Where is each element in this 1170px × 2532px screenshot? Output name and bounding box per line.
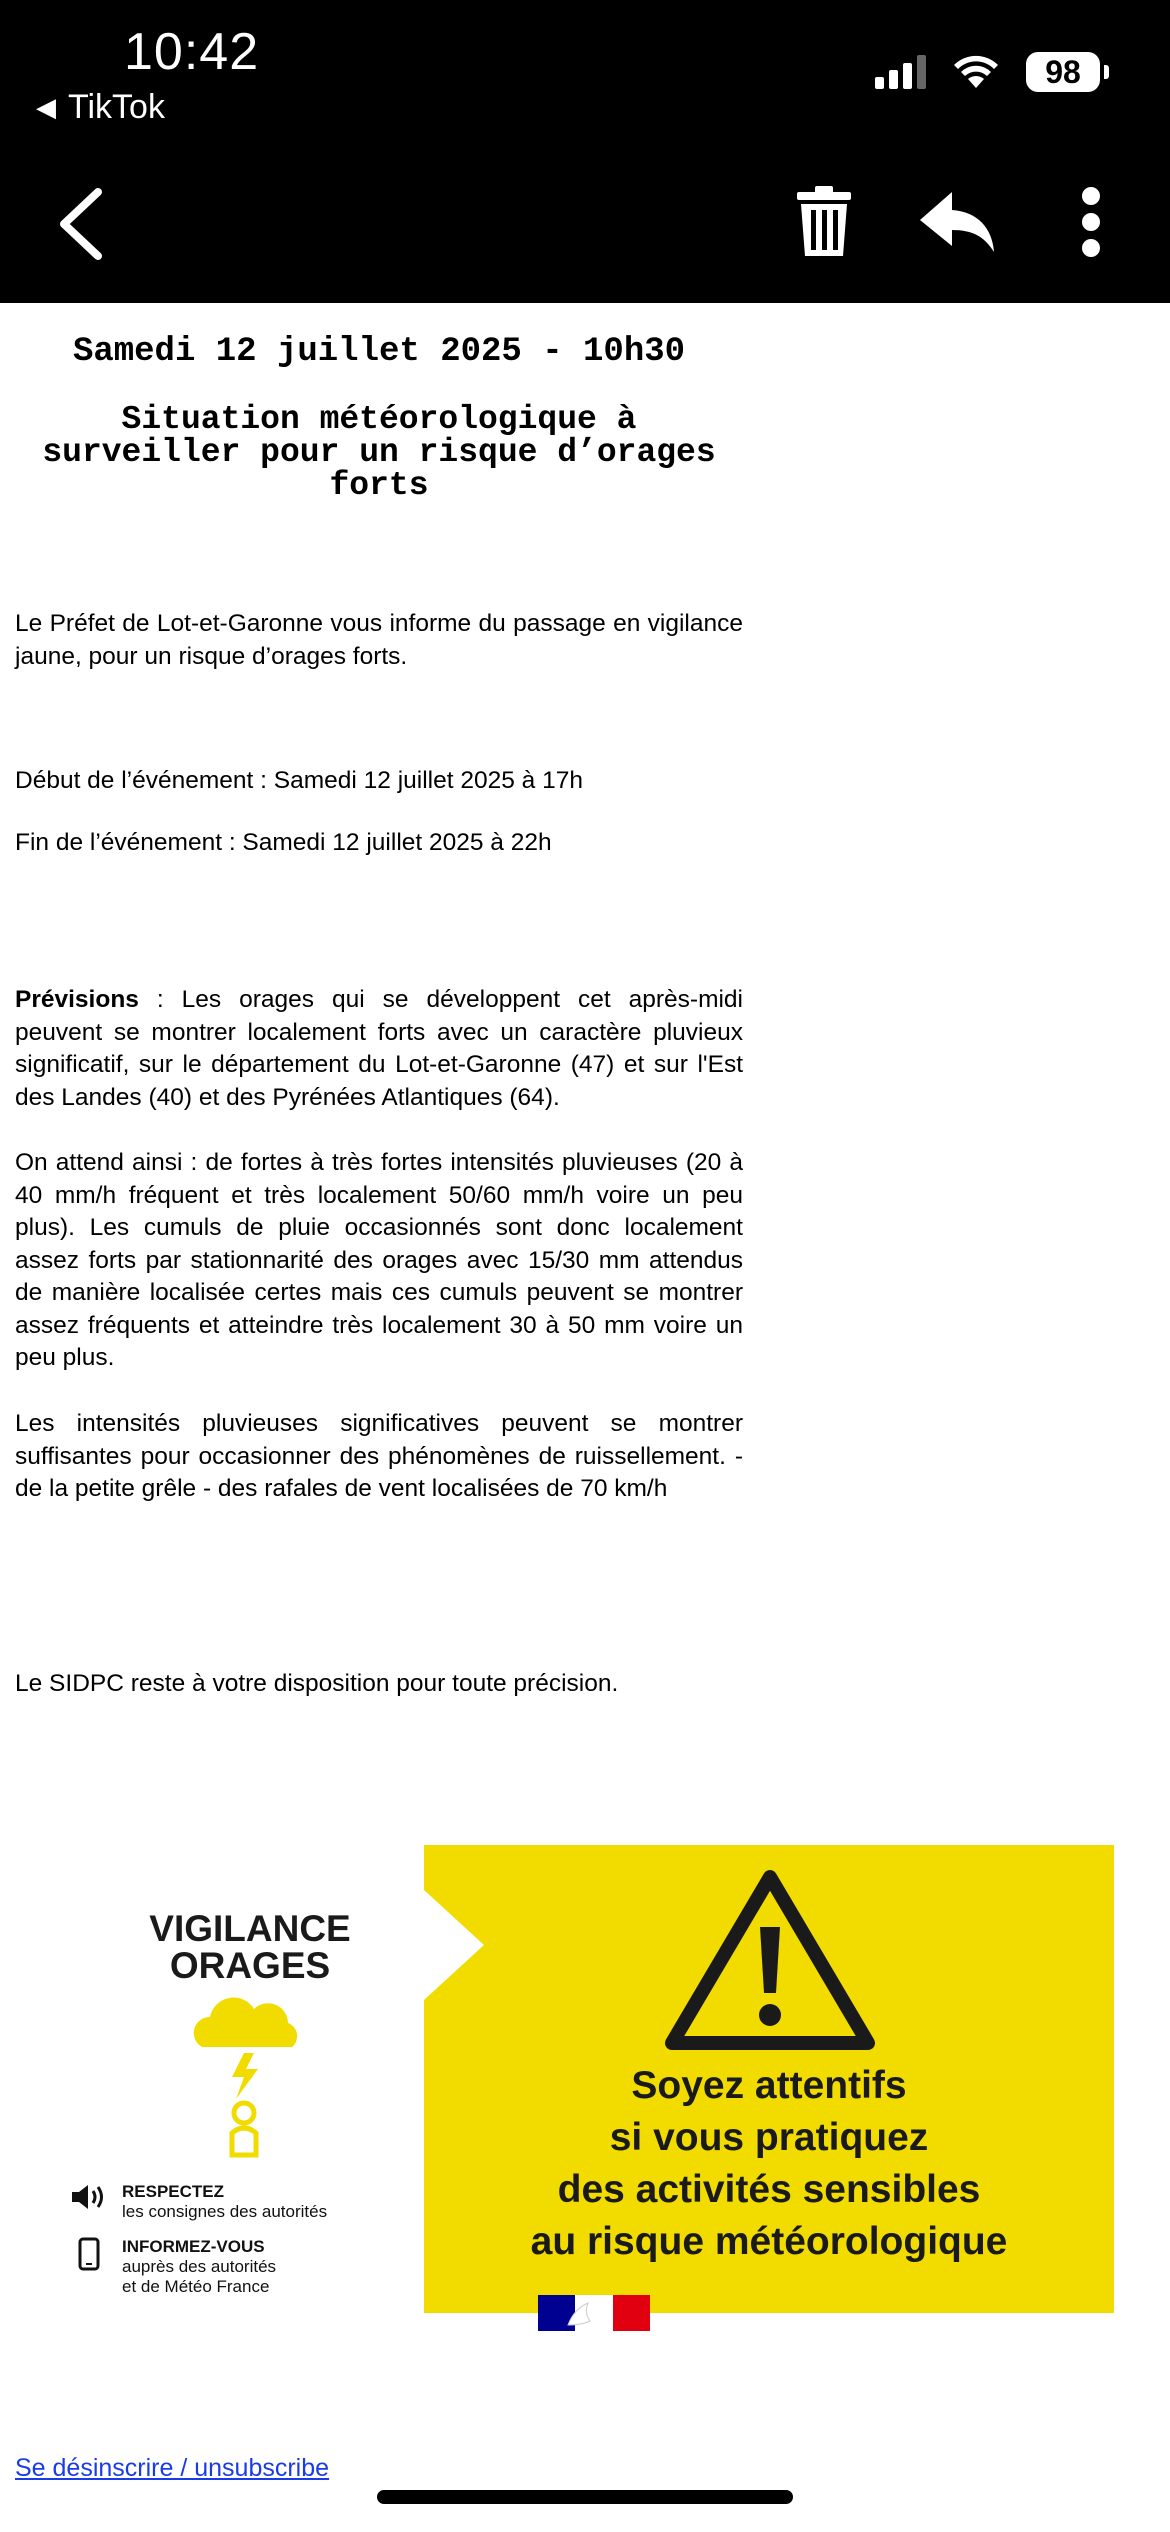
phone-icon xyxy=(70,2237,108,2271)
status-time: 10:42 xyxy=(124,23,260,81)
expectation-paragraph: On attend ainsi : de fortes à très fortes intensités pluvieuses (20 à 40 mm/h fréquent et très localement 50/60 mm/h voire un peu plus). Les cumuls de pluie occasionnés sont donc localement assez forts par stationnarité des orages avec 15/30 mm attendus de manière localisée certes mais ces cumuls peuvent se montrer assez fréquents et atteindre très localement 30 à 50 mm voire un peu plus. xyxy=(15,1149,743,1371)
speaker-icon xyxy=(70,2182,108,2212)
vigilance-left-panel xyxy=(40,1845,415,2330)
inform-instruction xyxy=(70,2237,276,2297)
event-start: Début de l’événement : Samedi 12 juillet 2025 à 17h xyxy=(15,767,583,794)
inform-title: INFORMEZ-VOUS xyxy=(122,2237,265,2256)
vigilance-banner-image xyxy=(40,1845,1115,2330)
inform-sub-1: auprès des autorités xyxy=(122,2257,277,2276)
unsubscribe-link[interactable]: Se désinscrire / unsubscribe xyxy=(15,2454,330,2482)
forecast-text: : Les orages qui se développent cet après-midi peuvent se montrer localement forts avec un caractère pluvieux significatif, sur le département du Lot-et-Garonne (47) et sur l'Est des Landes (40) et des Pyrénées Atlantiques (64). xyxy=(15,986,743,1111)
reply-icon xyxy=(918,186,998,258)
warning-triangle-icon xyxy=(660,1865,880,2055)
status-icons xyxy=(875,52,1100,92)
back-to-app-button[interactable] xyxy=(36,88,165,127)
delete-button[interactable] xyxy=(795,186,853,263)
inform-sub-2: et de Météo France xyxy=(122,2277,270,2296)
event-end: Fin de l’événement : Samedi 12 juillet 2025 à 22h xyxy=(15,829,552,856)
respect-instruction xyxy=(70,2182,327,2222)
respect-title: RESPECTEZ xyxy=(122,2182,225,2201)
back-triangle-icon: ◀ xyxy=(36,92,56,122)
closing-paragraph: Le SIDPC reste à votre disposition pour toute précision. xyxy=(15,1670,619,1697)
forecast-paragraph xyxy=(15,984,743,1114)
more-options-button[interactable] xyxy=(1072,186,1110,271)
cellular-signal-icon xyxy=(875,55,926,89)
battery-indicator xyxy=(1026,52,1100,92)
storm-cloud-icon xyxy=(188,1995,308,2165)
warning-message-line1: Soyez attentifs xyxy=(631,2064,907,2107)
reply-button[interactable] xyxy=(918,186,998,263)
warning-message-line2: si vous pratiquez xyxy=(609,2116,929,2159)
email-date-heading: Samedi 12 juillet 2025 - 10h30 xyxy=(72,333,686,371)
more-vertical-icon xyxy=(1072,186,1110,266)
forecast-label: Prévisions xyxy=(15,986,139,1013)
intro-paragraph: Le Préfet de Lot-et-Garonne vous informe du passage en vigilance jaune, pour un risque d’orages forts. xyxy=(15,610,743,670)
back-app-label: TikTok xyxy=(68,88,165,126)
vigilance-title xyxy=(120,1910,380,1984)
battery-level: 98 xyxy=(1045,53,1081,90)
warning-message-line3: des activités sensibles xyxy=(557,2168,981,2211)
back-button[interactable] xyxy=(56,188,106,265)
top-bar xyxy=(0,0,1170,303)
intensities-paragraph: Les intensités pluvieuses significatives peuvent se montrer suffisantes pour occasionner des phénomènes de ruissellement. - de la petite grêle - des rafales de vent localisées de 70 km/h xyxy=(15,1410,743,1502)
email-subject-heading: Situation météorologique à surveiller pour un risque d’orages forts xyxy=(42,401,716,504)
home-indicator[interactable] xyxy=(377,2490,793,2504)
warning-yellow-panel xyxy=(424,1845,1114,2313)
wifi-icon xyxy=(952,54,1000,90)
chevron-left-icon xyxy=(56,188,106,260)
panel-arrow-notch xyxy=(424,1890,484,2000)
warning-message xyxy=(424,2060,1114,2268)
vigilance-title-line1: VIGILANCE xyxy=(149,1908,351,1949)
warning-message-line4: au risque météorologique xyxy=(530,2220,1008,2263)
french-republic-logo xyxy=(538,2295,650,2331)
trash-icon xyxy=(795,186,853,258)
respect-sub: les consignes des autorités xyxy=(122,2202,328,2221)
vigilance-title-line2: ORAGES xyxy=(169,1945,331,1986)
